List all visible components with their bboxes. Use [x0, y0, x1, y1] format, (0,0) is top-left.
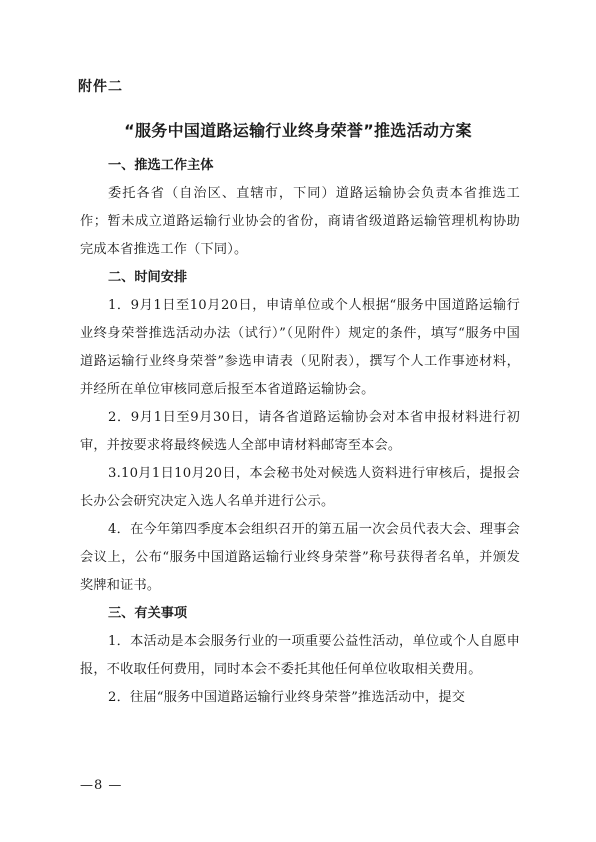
paragraph-schedule-4: 4．在今年第四季度本会组织召开的第五届一次会员代表大会、理事会会议上，公布“服务中国道路运输行业终身荣誉”称号获得者名单，并颁发奖牌和证书。: [80, 522, 520, 593]
paragraph-subject: 委托各省（自治区、直辖市，下同）道路运输协会负责本省推选工作；暂未成立道路运输行业协会的省份，商请省级道路运输管理机构协助完成本省推选工作（下同）。: [80, 186, 520, 257]
paragraph-schedule-3: 3.10月1日10月20日，本会秘书处对候选人资料进行审核后，提报会长办公会研究决定入选人名单并进行公示。: [80, 466, 520, 509]
paragraph-matters-1: 1．本活动是本会服务行业的一项重要公益性活动，单位或个人自愿申报，不收取任何费用，同时本会不委托其他任何单位收取相关费用。: [80, 634, 520, 677]
section-heading-subject: 一、推选工作主体: [108, 158, 214, 173]
paragraph-schedule-1: 1．9月1日至10月20日，申请单位或个人根据“服务中国道路运输行业终身荣誉推选活动办法（试行）”（见附件）规定的条件，填写“服务中国道路运输行业终身荣誉”参选申请表（见附表），撰写个人工作事迹材料，并经所在单位审核同意后报至本省道路运输协会。: [80, 298, 520, 397]
paragraph-matters-2: 2．往届“服务中国道路运输行业终身荣誉”推选活动中，提交: [108, 690, 466, 705]
attachment-label: 附件二: [78, 79, 123, 95]
section-heading-matters: 三、有关事项: [108, 606, 188, 621]
page-number: —8 —: [80, 778, 123, 793]
paragraph-schedule-2: 2．9月1日至9月30日，请各省道路运输协会对本省申报材料进行初审，并按要求将最终候选人全部申请材料邮寄至本会。: [80, 410, 520, 453]
document-body: [80, 152, 520, 712]
section-heading-schedule: 二、时间安排: [108, 270, 188, 285]
document-title: “服务中国道路运输行业终身荣誉”推选活动方案: [124, 121, 472, 140]
